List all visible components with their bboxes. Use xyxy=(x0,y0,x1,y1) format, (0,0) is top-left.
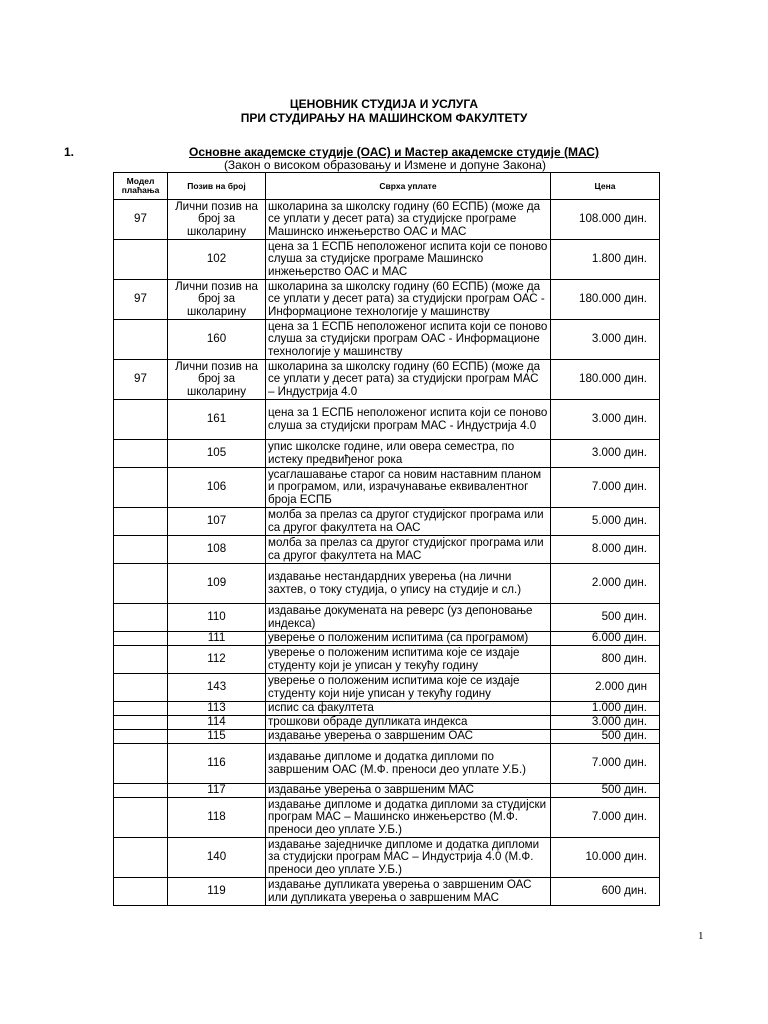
table-row xyxy=(114,674,660,702)
cell-svrha: уверење о положеним испитима које се издаје студенту који није уписан у текућу годину xyxy=(266,674,551,702)
cell-cena: 6.000 дин. xyxy=(551,632,660,646)
cell-cena: 7.000 дин. xyxy=(551,798,660,838)
cell-cena: 2.000 дин. xyxy=(551,564,660,604)
cell-svrha: издавање дипломе и додатка дипломи по завршеним ОАС (М.Ф. преноси део уплате У.Б.) xyxy=(266,744,551,784)
table-row xyxy=(114,468,660,508)
cell-model xyxy=(114,320,168,360)
cell-poziv: 140 xyxy=(168,838,266,878)
table-row xyxy=(114,360,660,400)
section-number: 1. xyxy=(64,145,75,159)
cell-poziv: 108 xyxy=(168,536,266,564)
cell-svrha: испис са факултета xyxy=(266,702,551,716)
cell-cena: 180.000 дин. xyxy=(551,280,660,320)
cell-poziv: 102 xyxy=(168,240,266,280)
table-header-row xyxy=(114,173,660,200)
header-cena: Цена xyxy=(551,173,660,200)
cell-svrha: издавање уверења о завршеним МАС xyxy=(266,784,551,798)
cell-model xyxy=(114,730,168,744)
cell-model xyxy=(114,674,168,702)
cell-svrha: цена за 1 ЕСПБ неположеног испита који се поново слуша за студијски програм ОАС - Информационе технологије у машинству xyxy=(266,320,551,360)
cell-cena: 180.000 дин. xyxy=(551,360,660,400)
cell-poziv: 113 xyxy=(168,702,266,716)
cell-cena: 3.000 дин. xyxy=(551,716,660,730)
cell-poziv: 116 xyxy=(168,744,266,784)
table-row xyxy=(114,730,660,744)
table-row xyxy=(114,440,660,468)
table-row xyxy=(114,564,660,604)
cell-cena: 3.000 дин. xyxy=(551,400,660,440)
cell-svrha: уверење о положеним испитима (са програмом) xyxy=(266,632,551,646)
cell-poziv: 114 xyxy=(168,716,266,730)
table-row xyxy=(114,798,660,838)
cell-poziv: 160 xyxy=(168,320,266,360)
header-svrha: Сврха уплате xyxy=(266,173,551,200)
cell-poziv: 115 xyxy=(168,730,266,744)
cell-svrha: школарина за школску годину (60 ЕСПБ) (може да се уплати у десет рата) за студијски програм ОАС - Информационе технологије у машинству xyxy=(266,280,551,320)
cell-cena: 7.000 дин. xyxy=(551,468,660,508)
cell-svrha: издавање заједничке дипломе и додатка дипломи за студијски програм МАС – Индустрија 4.0 (М.Ф. преноси део уплате У.Б.) xyxy=(266,838,551,878)
cell-svrha: издавање докумената на реверс (уз депоновање индекса) xyxy=(266,604,551,632)
cell-svrha: цена за 1 ЕСПБ неположеног испита који се поново слуша за студијске програме Машинско инжењерство ОАС и МАС xyxy=(266,240,551,280)
document-title-line1: ЦЕНОВНИК СТУДИЈА И УСЛУГА xyxy=(289,97,479,111)
cell-svrha: издавање уверења о завршеним ОАС xyxy=(266,730,551,744)
table-row xyxy=(114,632,660,646)
table-row xyxy=(114,508,660,536)
table-row xyxy=(114,400,660,440)
table-row xyxy=(114,702,660,716)
cell-poziv: 119 xyxy=(168,878,266,906)
cell-model xyxy=(114,878,168,906)
cell-model xyxy=(114,564,168,604)
cell-poziv: 161 xyxy=(168,400,266,440)
cell-cena: 108.000 дин. xyxy=(551,200,660,240)
cell-cena: 500 дин. xyxy=(551,604,660,632)
table-row xyxy=(114,784,660,798)
table-row xyxy=(114,646,660,674)
cell-svrha: молба за прелаз са другог студијског програма или са другог факултета на МАС xyxy=(266,536,551,564)
cell-model xyxy=(114,716,168,730)
section-subtitle: (Закон о високом образовању и Измене и допуне Закона) xyxy=(223,158,547,172)
cell-poziv: 118 xyxy=(168,798,266,838)
cell-poziv: 109 xyxy=(168,564,266,604)
table-row xyxy=(114,200,660,240)
cell-poziv: 143 xyxy=(168,674,266,702)
cell-model xyxy=(114,838,168,878)
cell-model xyxy=(114,646,168,674)
table-row xyxy=(114,878,660,906)
cell-poziv: 107 xyxy=(168,508,266,536)
cell-svrha: издавање дупликата уверења о завршеним ОАС или дупликата уверења о завршеним МАС xyxy=(266,878,551,906)
cell-cena: 3.000 дин. xyxy=(551,320,660,360)
cell-model xyxy=(114,536,168,564)
cell-model xyxy=(114,702,168,716)
price-table xyxy=(113,172,660,906)
cell-poziv: 110 xyxy=(168,604,266,632)
cell-poziv: Лични позив на број за школарину xyxy=(168,280,266,320)
table-row xyxy=(114,838,660,878)
cell-svrha: школарина за школску годину (60 ЕСПБ) (може да се уплати у десет рата) за студијски програм МАС – Индустрија 4.0 xyxy=(266,360,551,400)
cell-cena: 10.000 дин. xyxy=(551,838,660,878)
header-model: Модел плаћања xyxy=(114,173,168,200)
cell-poziv: 111 xyxy=(168,632,266,646)
cell-model xyxy=(114,240,168,280)
cell-model xyxy=(114,468,168,508)
table-row xyxy=(114,744,660,784)
cell-model: 97 xyxy=(114,200,168,240)
document-title-line2: ПРИ СТУДИРАЊУ НА МАШИНСКОМ ФАКУЛТЕТУ xyxy=(240,111,528,125)
cell-model xyxy=(114,784,168,798)
cell-svrha: трошкови обраде дупликата индекса xyxy=(266,716,551,730)
cell-cena: 7.000 дин. xyxy=(551,744,660,784)
cell-svrha: уверење о положеним испитима које се издаје студенту који је уписан у текућу годину xyxy=(266,646,551,674)
section-title: Основне академске студије (ОАС) и Мастер академске студије (МАС) xyxy=(189,145,599,159)
cell-model: 97 xyxy=(114,280,168,320)
cell-svrha: усаглашавање старог са новим наставним планом и програмом, или, израчунавање еквивалентног броја ЕСПБ xyxy=(266,468,551,508)
cell-cena: 800 дин. xyxy=(551,646,660,674)
cell-model xyxy=(114,508,168,536)
cell-cena: 8.000 дин. xyxy=(551,536,660,564)
cell-cena: 3.000 дин. xyxy=(551,440,660,468)
table-row xyxy=(114,320,660,360)
header-poziv: Позив на број xyxy=(168,173,266,200)
cell-model xyxy=(114,400,168,440)
cell-poziv: 112 xyxy=(168,646,266,674)
cell-svrha: упис школске године, или овера семестра, по истеку предвиђеног рока xyxy=(266,440,551,468)
cell-cena: 5.000 дин. xyxy=(551,508,660,536)
table-row xyxy=(114,240,660,280)
cell-model xyxy=(114,744,168,784)
cell-model xyxy=(114,440,168,468)
cell-poziv: Лични позив на број за школарину xyxy=(168,200,266,240)
cell-model xyxy=(114,798,168,838)
cell-poziv: Лични позив на број за школарину xyxy=(168,360,266,400)
cell-svrha: издавање нестандардних уверења (на лични захтев, о току студија, о упису на студије и сл.) xyxy=(266,564,551,604)
cell-model: 97 xyxy=(114,360,168,400)
cell-poziv: 106 xyxy=(168,468,266,508)
cell-model xyxy=(114,604,168,632)
cell-cena: 500 дин. xyxy=(551,784,660,798)
cell-cena: 1.000 дин. xyxy=(551,702,660,716)
cell-poziv: 117 xyxy=(168,784,266,798)
cell-cena: 1.800 дин. xyxy=(551,240,660,280)
cell-svrha: молба за прелаз са другог студијског програма или са другог факултета на ОАС xyxy=(266,508,551,536)
cell-svrha: издавање дипломе и додатка дипломи за студијски програм МАС – Машинско инжењерство (М.Ф. преноси део уплате У.Б.) xyxy=(266,798,551,838)
cell-model xyxy=(114,632,168,646)
table-row xyxy=(114,604,660,632)
cell-cena: 2.000 дин xyxy=(551,674,660,702)
table-row xyxy=(114,280,660,320)
table-row xyxy=(114,536,660,564)
cell-svrha: цена за 1 ЕСПБ неположеног испита који се поново слуша за студијски програм МАС - Индустрија 4.0 xyxy=(266,400,551,440)
cell-cena: 600 дин. xyxy=(551,878,660,906)
table-row xyxy=(114,716,660,730)
cell-cena: 500 дин. xyxy=(551,730,660,744)
cell-svrha: школарина за школску годину (60 ЕСПБ) (може да се уплати у десет рата) за студијске програме Машинско инжењерство ОАС и МАС xyxy=(266,200,551,240)
page-number: 1 xyxy=(698,930,704,942)
cell-poziv: 105 xyxy=(168,440,266,468)
